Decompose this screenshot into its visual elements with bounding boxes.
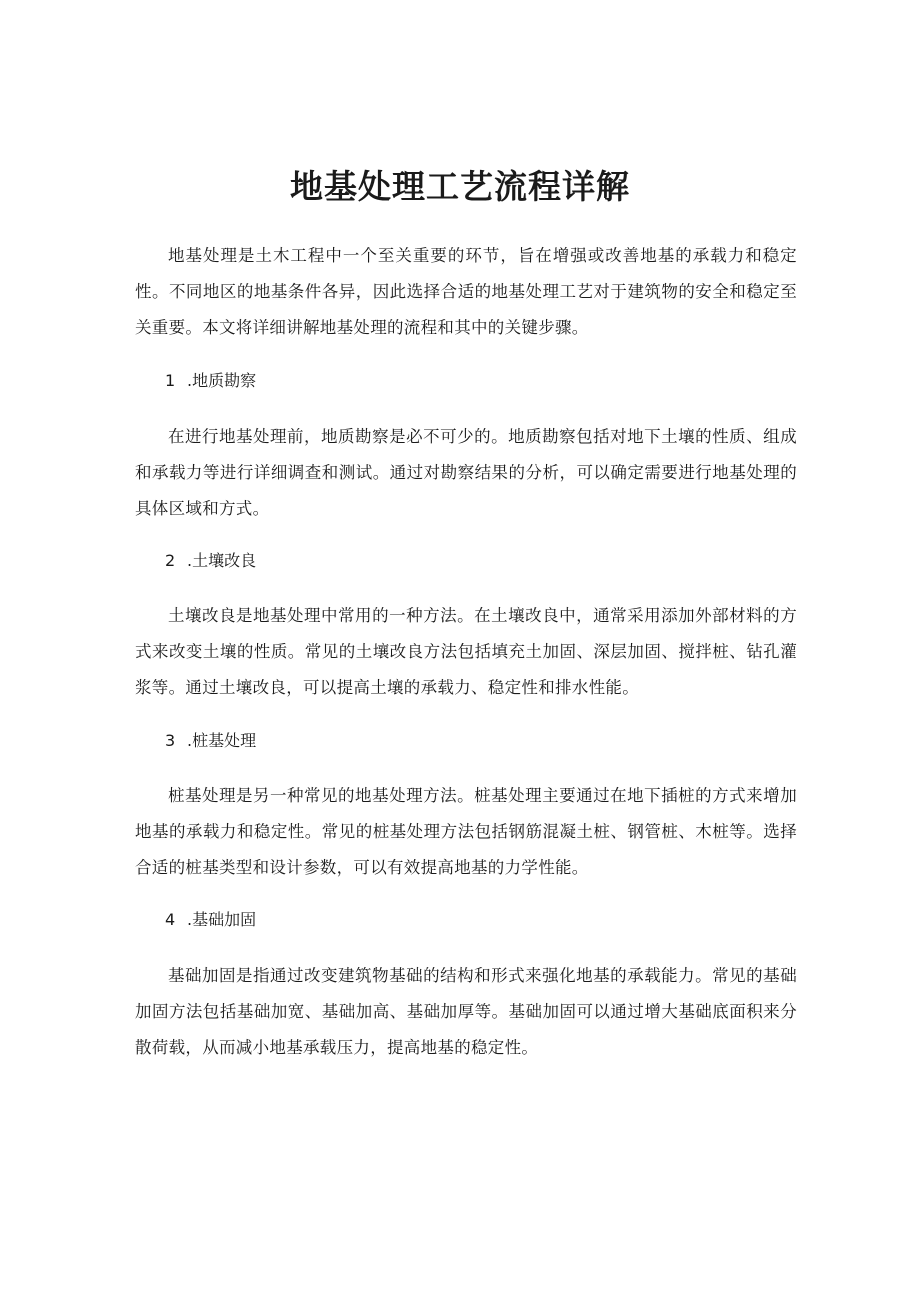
section-heading-text: .地质勘察 (187, 371, 257, 390)
page-title: 地基处理工艺流程详解 (290, 167, 630, 206)
section-heading-4 (165, 908, 256, 932)
section-number: 2 (165, 551, 176, 570)
section-heading-text: .桩基处理 (187, 731, 257, 750)
section-heading-1 (165, 369, 256, 393)
section-body-4: 基础加固是指通过改变建筑物基础的结构和形式来强化地基的承载能力。常见的基础加固方法包括基础加宽、基础加高、基础加厚等。基础加固可以通过增大基础底面积来分散荷载，从而减小地基承载压力，提高地基的稳定性。 (135, 966, 797, 1057)
section-body-3: 桩基处理是另一种常见的地基处理方法。桩基处理主要通过在地下插桩的方式来增加地基的承载力和稳定性。常见的桩基处理方法包括钢筋混凝土桩、钢管桩、木桩等。选择合适的桩基类型和设计参数，可以有效提高地基的力学性能。 (135, 786, 797, 877)
section-heading-text: .土壤改良 (187, 551, 257, 570)
section-body-2: 土壤改良是地基处理中常用的一种方法。在土壤改良中，通常采用添加外部材料的方式来改变土壤的性质。常见的土壤改良方法包括填充土加固、深层加固、搅拌桩、钻孔灌浆等。通过土壤改良，可以提高土壤的承载力、稳定性和排水性能。 (135, 606, 797, 697)
section-heading-text: .基础加固 (187, 910, 257, 929)
section-number: 4 (165, 910, 176, 929)
section-heading-3 (165, 729, 256, 753)
section-number: 1 (165, 371, 176, 390)
section-heading-2 (165, 549, 256, 573)
intro-paragraph: 地基处理是土木工程中一个至关重要的环节，旨在增强或改善地基的承载力和稳定性。不同地区的地基条件各异，因此选择合适的地基处理工艺对于建筑物的安全和稳定至关重要。本文将详细讲解地基处理的流程和其中的关键步骤。 (135, 246, 797, 337)
section-body-1: 在进行地基处理前，地质勘察是必不可少的。地质勘察包括对地下土壤的性质、组成和承载力等进行详细调查和测试。通过对勘察结果的分析，可以确定需要进行地基处理的具体区域和方式。 (135, 427, 797, 518)
section-number: 3 (165, 731, 176, 750)
